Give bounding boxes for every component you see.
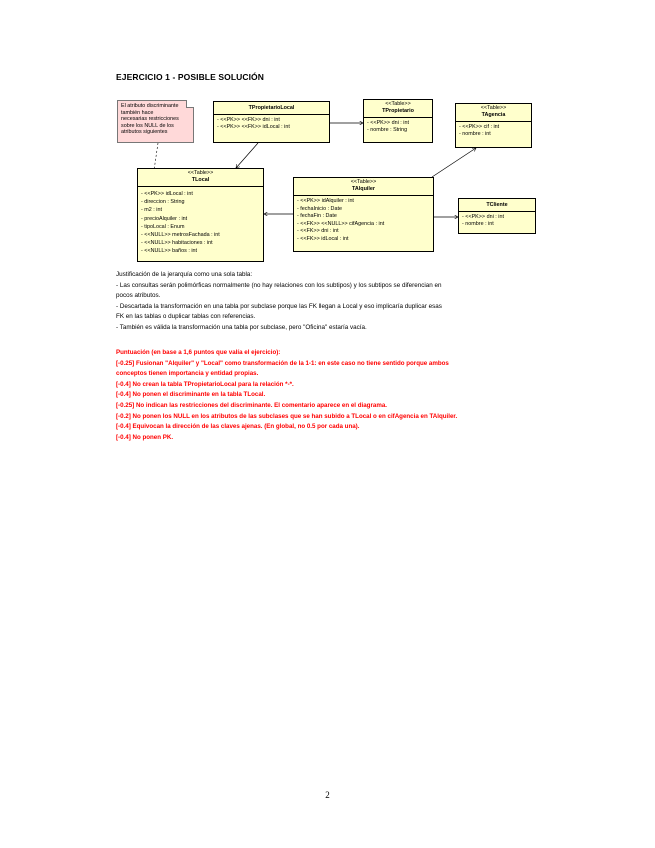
- justification-line: FK en las tablas o duplicar tablas con referencias.: [116, 313, 256, 321]
- table-attribute: - <<PK>> <<FK>> dni : int: [217, 117, 280, 123]
- table-name: TPropietario: [382, 108, 414, 114]
- table-attribute: - <<FK>> dni : int: [297, 228, 339, 235]
- justification-paragraph: [116, 270, 546, 334]
- scoring-line: [-0.25] No indican las restricciones del discriminante. El comentario aparece en el diagrama.: [116, 401, 387, 409]
- table-name: TAgencia: [481, 112, 506, 118]
- scoring-line: conceptos tienen importancia y entidad propias.: [116, 370, 259, 378]
- justification-line: - Descartada la transformación en una tabla por subclase porque las FK llegan a Local y eso implicaría duplicar esas: [116, 302, 442, 310]
- justification-line: Justificación de la jerarquía como una sola tabla:: [116, 271, 253, 278]
- table-attribute: - <<PK>> idAlquiler : int: [297, 198, 354, 204]
- table-name: TLocal: [191, 177, 210, 183]
- note-line: necesarias restricciones: [121, 116, 179, 123]
- table-attribute: - direccion : String: [141, 199, 185, 206]
- table-attribute: - <<PK>> dni : int: [462, 214, 504, 220]
- table-attribute: - m2 : int: [141, 207, 162, 214]
- scoring-line: [-0.25] Fusionan "Alquiler" y "Local" como transformación de la 1-1: en este caso no tiene sentido porque ambos: [116, 359, 449, 367]
- table-attribute: - <<PK>> cif : int: [459, 124, 500, 130]
- table-attribute: - <<PK>> <<FK>> idLocal : int: [217, 124, 290, 130]
- table-talquiler: [293, 177, 434, 252]
- scoring-section: [116, 348, 546, 443]
- fk-propietariolocal-local: [236, 143, 258, 168]
- page-heading: EJERCICIO 1 - POSIBLE SOLUCIÓN: [116, 72, 264, 82]
- scoring-line: [-0.2] No ponen los NULL en los atributos de las subclases que se han subido a TLocal o en cifAgencia en TAlquiler.: [116, 412, 458, 420]
- justification-line: - Las consultas serán polimórficas normalmente (no hay relaciones con los subtipos) y los subtipos se diferencian en: [116, 281, 442, 289]
- table-tlocal: [137, 168, 264, 262]
- table-name: TAlquiler: [352, 186, 375, 192]
- justification-line: - También es válida la transformación una tabla por subclase, pero "Oficina" estaría vacía.: [116, 323, 367, 331]
- discriminant-note: [117, 100, 194, 143]
- scoring-line: [-0.4] No ponen PK.: [116, 433, 174, 441]
- table-attribute: - fechaFin : Date: [297, 213, 337, 220]
- table-attribute: - nombre : int: [459, 131, 491, 137]
- table-name: TPropietarioLocal: [248, 105, 295, 111]
- table-attribute: - fechaInicio : Date: [297, 205, 342, 212]
- scoring-line: [-0.4] No ponen el discriminante en la tabla TLocal.: [116, 391, 266, 399]
- table-attribute: - precioAlquiler : int: [141, 215, 188, 222]
- table-attribute: - <<NULL>> baños : int: [141, 248, 198, 255]
- note-line: también hace: [121, 109, 154, 116]
- table-attribute: - <<FK>> <<NULL>> cifAgencia : int: [297, 220, 385, 227]
- table-tpropietariolocal: [213, 101, 330, 143]
- table-tcliente: [458, 198, 536, 234]
- table-stereotype: <<Table>>: [385, 101, 411, 107]
- page-number: 2: [325, 790, 330, 800]
- fk-alquiler-agencia: [432, 148, 476, 177]
- table-attribute: - <<NULL>> habitaciones : int: [141, 240, 213, 247]
- scoring-line: [-0.4] Equivocan la dirección de las claves ajenas. (En global, no 0.5 por cada una).: [116, 423, 360, 431]
- table-attribute: - tipoLocal : Enum: [141, 223, 185, 230]
- table-attribute: - <<FK>> idLocal : int: [297, 235, 349, 242]
- table-tpropietario: [363, 99, 433, 143]
- table-name: TCliente: [486, 202, 508, 208]
- note-line: atributos siguientes: [121, 129, 168, 136]
- justification-line: pocos atributos.: [116, 292, 161, 300]
- scoring-line: [-0.4] No crean la tabla TPropietarioLocal para la relación *-*.: [116, 380, 294, 388]
- table-stereotype: <<Table>>: [480, 105, 507, 111]
- table-attribute: - <<NULL>> metrosFachada : int: [141, 232, 220, 239]
- note-line: El atributo discriminante: [121, 103, 179, 109]
- table-stereotype: <<Table>>: [350, 179, 377, 185]
- table-tagencia: [455, 103, 532, 148]
- scoring-line: Puntuación (en base a 1,6 puntos que valía el ejercicio):: [116, 349, 281, 356]
- table-attribute: - nombre : String: [367, 127, 408, 133]
- table-attribute: - <<PK>> dni : int: [367, 120, 409, 126]
- table-attribute: - nombre : int: [462, 221, 494, 227]
- table-stereotype: <<Table>>: [187, 170, 214, 176]
- note-line: sobre los NULL de los: [121, 122, 174, 129]
- note-fold-corner: [186, 100, 194, 108]
- table-attribute: - <<PK>> idLocal : int: [141, 191, 193, 197]
